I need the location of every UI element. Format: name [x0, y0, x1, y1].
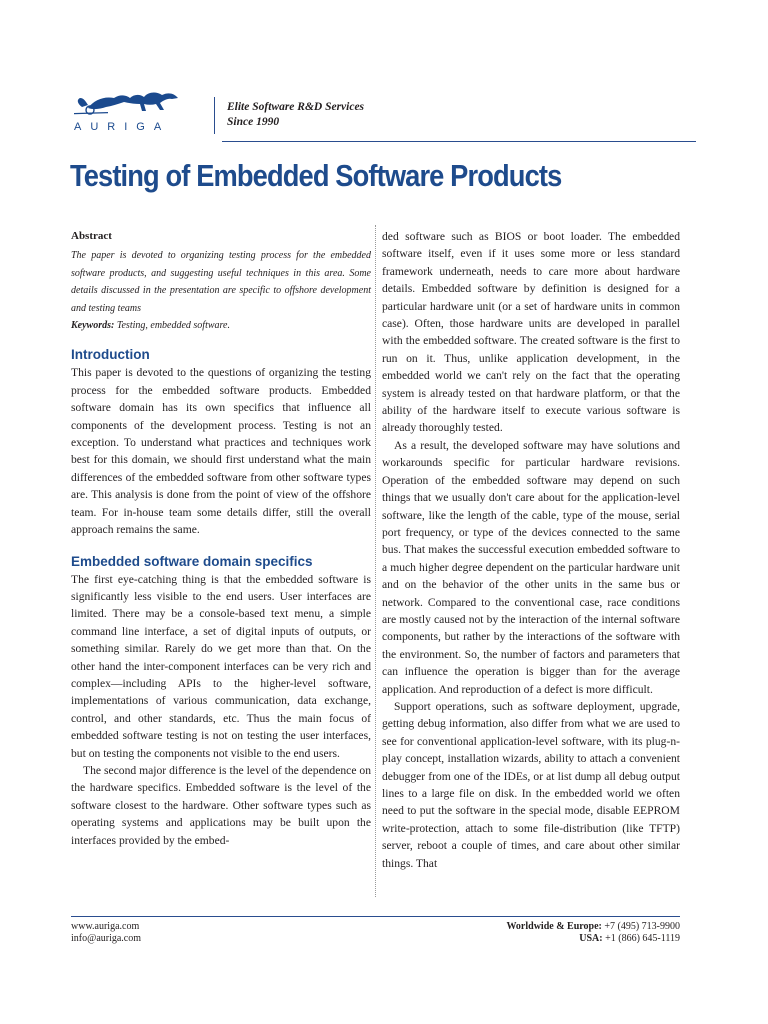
abstract-text: The paper is devoted to organizing testing process for the embedded software products, and suggesting useful techniques in this area. Some details discussed in the presentation are specific to offshore development and testing teams — [71, 250, 371, 314]
footer-website-link[interactable]: www.auriga.com — [71, 921, 140, 932]
column-divider — [375, 225, 376, 897]
left-column — [71, 228, 371, 849]
keywords-value: Testing, embedded software. — [114, 320, 230, 332]
worldwide-number: +7 (495) 713-9900 — [601, 921, 680, 932]
keywords-label: Keywords: — [71, 320, 115, 332]
right-paragraph-3: Support operations, such as software deployment, upgrade, getting debug information, also differ from what we are used to see for conventional application-level software, with its plug-n-play concept, installation wizards, ability to attach a convenient debugger from one of the IDEs, or at list dump all debug output lines to a large file on disk. In the embedded world we often need to put the software in the special mode, disable EEPROM write-protection, attach to some file-distribution (like TFTP) server, reboot a couple of times, and care about other similar things. That — [382, 699, 680, 870]
right-column — [382, 228, 680, 872]
tagline-line1: Elite Software R&D Services — [227, 101, 365, 113]
tagline — [227, 100, 364, 130]
auriga-logo — [68, 86, 208, 136]
specifics-paragraph-1: The first eye-catching thing is that the embedded software is significantly less visible to the end users. User interfaces are limited. There may be a console-based text menu, a simple command line interface, a set of digital inputs of outputs, or something similar. Rarely do we get more than that. On the other hand the inter-component interfaces can be very rich and complex—including APIs to the higher-level software, implementations of various communication, data exchange, control, and other standards, etc. Thus the main focus of embedded software testing is not on testing the user interfaces, but on testing the components not visible to the end users. — [71, 572, 371, 760]
page-title: Testing of Embedded Software Products — [70, 158, 562, 193]
specifics-paragraph-2: The second major difference is the level of the dependence on the hardware specifics. Embedded software is the level of the software closest to the hardware. Other software types such as operating systems and applications may be built upon the interfaces provided by the embed- — [71, 763, 371, 847]
footer-worldwide-phone — [506, 921, 680, 933]
footer-email-link[interactable]: info@auriga.com — [71, 933, 142, 944]
footer-phones — [506, 921, 680, 945]
footer-contacts — [71, 921, 141, 945]
introduction-paragraph: This paper is devoted to the questions of organizing the testing process for the embedded software products. Embedded software domain has its own specifics that influence all components of the development process. Testing is not an exception. To understand what practices and techniques work best for this domain, we should first understand what the main differences of the embedded software from other software types are. This analysis is done from the point of view of the offshore team. For in-house team some details differ, still the overall approach remains the same. — [71, 366, 371, 537]
keywords — [71, 317, 371, 334]
header-divider — [214, 97, 215, 134]
usa-number: +1 (866) 645-1119 — [602, 933, 680, 944]
logo-wordmark: AURIGA — [74, 121, 171, 133]
footer-usa-phone — [506, 933, 680, 945]
chariot-horses-icon — [68, 86, 208, 120]
abstract-heading: Abstract — [71, 230, 112, 242]
header-rule — [222, 141, 696, 142]
tagline-line2: Since 1990 — [227, 116, 280, 128]
usa-label: USA: — [579, 933, 603, 944]
page-header — [0, 0, 768, 150]
right-paragraph-2: As a result, the developed software may have solutions and workarounds specific for particular hardware revisions. Operation of the embedded software may depend on such things that we usually don't care about for the application-level software, like the length of the cable, type of the mouse, serial port frequency, or type of the devices connected to the same bus. That makes the successful execution embedded software to a much higher degree dependent on the particular hardware unit and on the behavior of the other units in the same bus or network. Compared to the conventional case, race conditions are mostly caused not by the interaction of the internal software components, but rather by the interactions of the software with the environment. So, the number of factors and parameters that can influence the operation is bigger than for the average application. And reproduction of a defect is more difficult. — [382, 438, 680, 696]
specifics-heading: Embedded software domain specifics — [71, 553, 313, 569]
worldwide-label: Worldwide & Europe: — [506, 921, 602, 932]
right-paragraph-1: ded software such as BIOS or boot loader. The embedded software itself, even if it uses some more or less standard framework underneath, needs to care more about hardware details. Embedded software by definition is designed for a particular hardware unit (or a set of hardware units in common case). Often, those hardware units are developed in parallel with the embedded software. The created software is the first to run on it. Thus, unlike application development, in the embedded world we can't rely on the fact that the operating system is already tested on that hardware platform, or that the ability of the hardware itself to execute various software is already thoroughly tested. — [382, 230, 680, 435]
introduction-heading: Introduction — [71, 347, 150, 363]
footer-rule — [71, 916, 680, 917]
